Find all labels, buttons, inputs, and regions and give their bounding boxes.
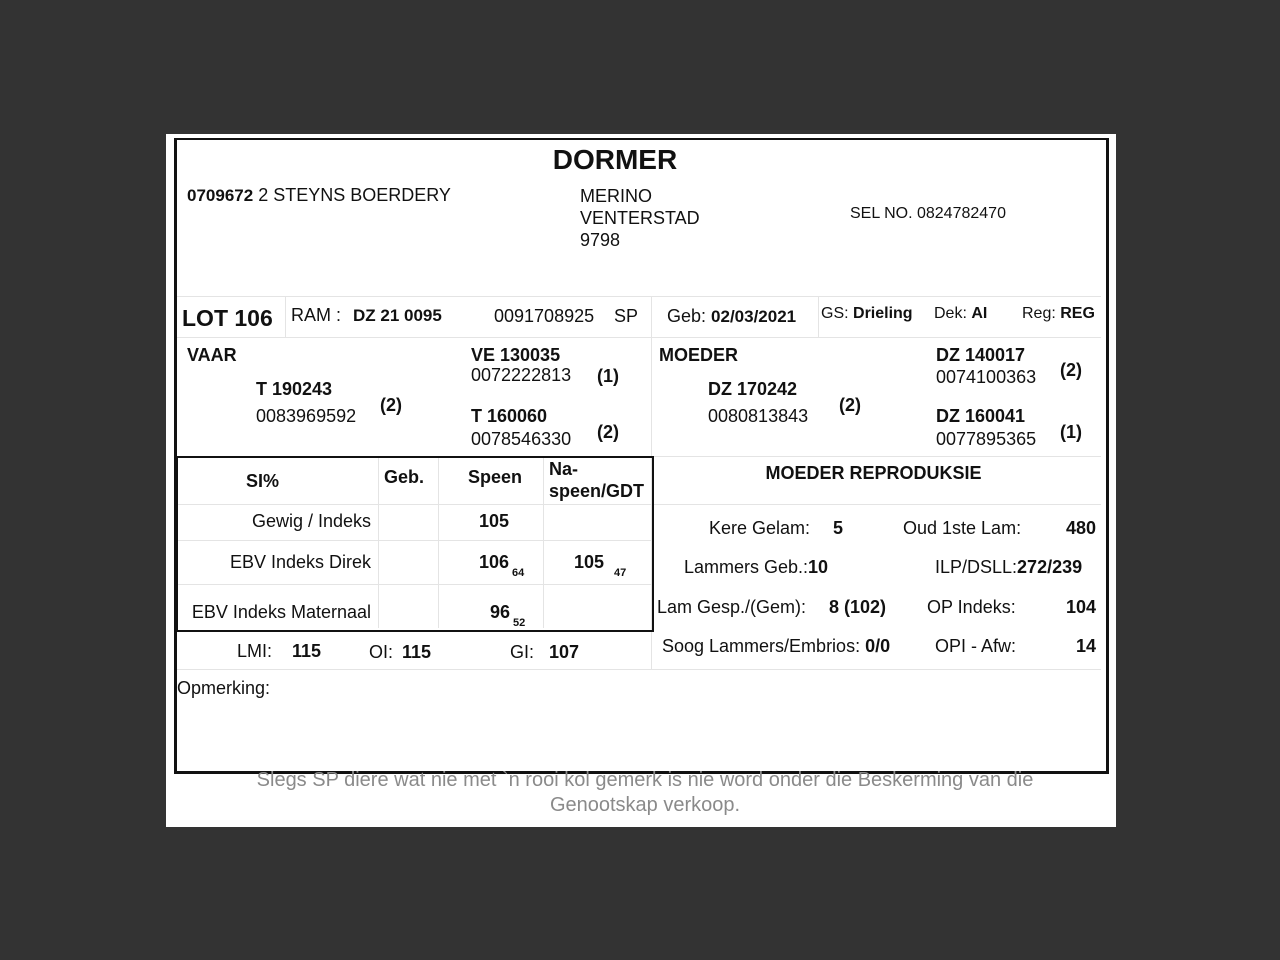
sire-dam-id: T 160060 (471, 406, 548, 426)
row-direk-speen-value: 106 (479, 552, 510, 572)
footer-note: Slegs SP diere wat nie met `n rooi kol gemerk is nie word onder die Beskerming van die Genootskap verkoop. (256, 769, 1034, 816)
geb-header: Geb. (384, 467, 425, 487)
sel-number: SEL NO. 0824782470 (850, 205, 1006, 222)
kere-gelam-value: 5 (833, 518, 844, 538)
naspeen-header (549, 458, 644, 502)
dam-number: 0080813843 (708, 406, 809, 426)
divider (285, 297, 286, 337)
sire-number: 0083969592 (256, 406, 357, 426)
reg-label: Reg: (1022, 305, 1056, 322)
opmerking-label: Opmerking: (177, 678, 271, 698)
dam-dam-number: 0077895365 (936, 429, 1037, 449)
dam-sire-id: DZ 140017 (936, 345, 1026, 365)
vaar-label: VAAR (187, 345, 237, 365)
gi-label: GI: (510, 642, 535, 662)
gs-value: Drieling (853, 305, 913, 322)
soog-lammers-value: 0/0 (865, 636, 891, 656)
divider (652, 456, 1101, 457)
ram-reg-number: 0091708925 (494, 306, 595, 326)
opi-afw-label: OPI - Afw: (935, 636, 1017, 656)
oud-1ste-lam-label: Oud 1ste Lam: (903, 518, 1022, 538)
row-direk-naspeen-value: 105 (574, 552, 605, 572)
lammers-geb-value: 10 (808, 557, 829, 577)
dek-label: Dek: (934, 305, 967, 322)
si-header: SI% (246, 471, 280, 491)
ram-id: DZ 21 0095 (353, 306, 442, 325)
dam-dam-count: (1) (1060, 422, 1082, 442)
ilp-dsll-label: ILP/DSLL: (935, 557, 1018, 577)
naspeen-header-line2: speen/GDT (549, 481, 645, 501)
soog-lammers (662, 636, 890, 657)
opi-afw-value: 14 (1075, 636, 1096, 656)
address-line1: MERINO (580, 186, 652, 206)
lammers-geb (684, 557, 828, 578)
moeder-reproduksie-title: MOEDER REPRODUKSIE (765, 463, 982, 483)
oud-1ste-lam-value: 480 (1065, 518, 1096, 538)
row-label-ebv-maternaal: EBV Indeks Maternaal (191, 602, 371, 622)
sire-sire-count: (1) (597, 366, 619, 386)
dam-id: DZ 170242 (708, 379, 798, 399)
lammers-geb-label: Lammers Geb.: (684, 557, 809, 577)
op-indeks-label: OP Indeks: (927, 597, 1016, 617)
divider (177, 669, 1101, 670)
dam-dam-id: DZ 160041 (936, 406, 1026, 426)
sire-dam-count: (2) (597, 422, 619, 442)
registration (1022, 305, 1095, 323)
sire-count: (2) (380, 395, 402, 415)
birth-date (667, 306, 796, 327)
sire-sire-id: VE 130035 (471, 345, 561, 365)
row-direk-speen (479, 552, 525, 579)
sp-label: SP (614, 306, 639, 326)
dek-value: AI (971, 305, 988, 322)
row-maternaal-speen (490, 602, 526, 629)
breeder-name: 2 STEYNS BOERDERY (258, 185, 451, 205)
reg-value: REG (1060, 305, 1095, 322)
sire-dam-number: 0078546330 (471, 429, 572, 449)
row-direk-naspeen (574, 552, 627, 579)
row-label-ebv-direk: EBV Indeks Direk (229, 552, 371, 572)
divider (818, 297, 819, 337)
address-line3: 9798 (580, 230, 621, 250)
breeder-id: 0709672 (187, 186, 254, 205)
lot-label: LOT 106 (182, 305, 273, 331)
address-line2: VENTERSTAD (580, 208, 700, 228)
ilp-dsll (935, 557, 1082, 578)
lam-gesp-label: Lam Gesp./(Gem): (657, 597, 807, 617)
divider (652, 504, 1101, 505)
gi-value: 107 (549, 642, 580, 662)
divider (177, 337, 1101, 338)
address-block (580, 185, 700, 251)
oi-value: 115 (402, 642, 432, 662)
mating (934, 305, 987, 323)
moeder-label: MOEDER (659, 345, 739, 365)
breed-title: DORMER (552, 144, 678, 175)
op-indeks-value: 104 (1065, 597, 1096, 617)
ilp-dsll-value: 272/239 (1017, 557, 1083, 577)
gs-label: GS: (821, 305, 849, 322)
dam-count: (2) (839, 395, 861, 415)
birth-date-value: 02/03/2021 (711, 307, 797, 326)
ram-label: RAM : (291, 305, 342, 325)
divider (177, 296, 1101, 297)
naspeen-header-line1: Na- (549, 459, 579, 479)
birth-date-label: Geb: (667, 306, 707, 326)
row-direk-naspeen-sub: 47 (614, 567, 627, 579)
soog-lammers-label: Soog Lammers/Embrios: (662, 636, 861, 656)
speen-header: Speen (468, 467, 523, 487)
sire-id: T 190243 (256, 379, 333, 399)
row-direk-speen-sub: 64 (512, 567, 525, 579)
lmi-label: LMI: (237, 641, 273, 661)
dam-sire-number: 0074100363 (936, 367, 1037, 387)
lmi-value: 115 (292, 641, 322, 661)
row-maternaal-speen-value: 96 (490, 602, 511, 622)
breeder-line (187, 185, 451, 206)
row-label-gewig: Gewig / Indeks (251, 511, 371, 531)
oi-label: OI: (369, 642, 394, 662)
birth-status (821, 305, 913, 323)
kere-gelam-label: Kere Gelam: (709, 518, 811, 538)
sire-sire-number: 0072222813 (471, 365, 572, 385)
row-maternaal-speen-sub: 52 (513, 617, 526, 629)
lam-gesp-value: 8 (102) (829, 597, 887, 617)
dam-sire-count: (2) (1060, 360, 1082, 380)
row-gewig-speen: 105 (479, 511, 510, 531)
